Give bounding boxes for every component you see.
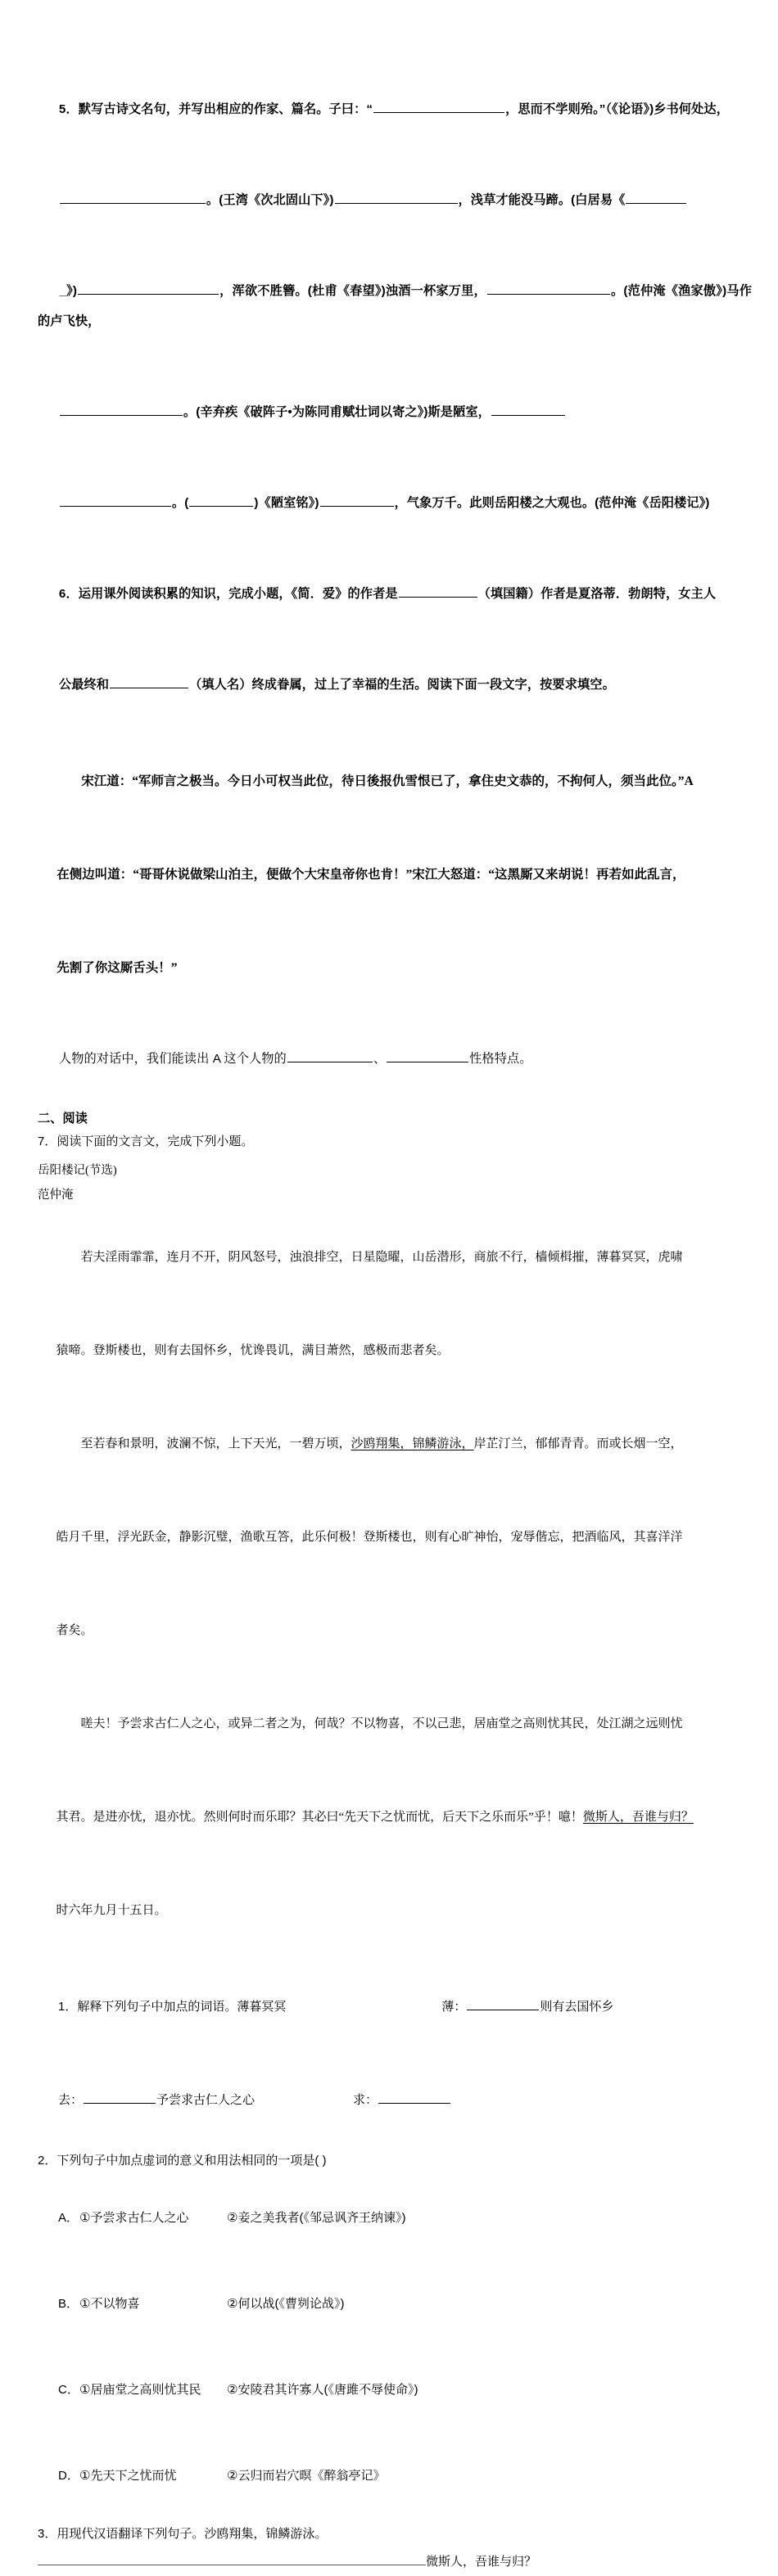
page-content: [38, 64, 752, 2576]
question-5-line3: [38, 246, 752, 367]
q6-line2-a: 公最终和: [58, 678, 110, 692]
passage-text: 嗟夫！予尝求古仁人之心，或异二者之为，何哉？不以物喜，不以己悲，居庙堂之高则忧其民，处江湖之远则忧: [80, 1717, 683, 1730]
q5-seg-b: ，思而不学则殆。”（《论语》)乡书何处达，: [505, 102, 729, 116]
section-heading-reading: 二、阅读: [38, 1112, 88, 1126]
option-label: C．: [58, 2383, 79, 2397]
blank-field[interactable]: [399, 584, 477, 598]
blank-field[interactable]: [487, 282, 610, 295]
passage-text: 在侧边叫道：“哥哥休说做梁山泊主，便做个大宋皇帝你也肯！”宋江大怒道：“这黑厮又来胡说！再若如此乱言，: [57, 868, 685, 882]
option-part-1: ①先天下之忧而忧: [79, 2469, 177, 2483]
question-6-line2: [38, 639, 752, 730]
blank-field[interactable]: [320, 494, 394, 507]
sub-question-1-line2: [38, 2054, 752, 2147]
question-5: [38, 64, 752, 155]
blank-field[interactable]: [335, 191, 458, 204]
blank-field[interactable]: [189, 494, 253, 507]
q5-seg-i: 。(: [171, 496, 189, 510]
underlined-phrase: 微斯人，吾谁与归？: [582, 1811, 694, 1824]
q7-stem: 阅读下面的文言文，完成下列小题。: [57, 1135, 254, 1148]
blank-field[interactable]: [60, 494, 171, 507]
q5-seg-k: ，气象万千。此则岳阳楼之大观也。(范仲淹《岳阳楼记》): [394, 496, 710, 510]
sub2-number: 2．: [38, 2154, 57, 2168]
sub-question-3: [38, 2520, 752, 2548]
passage-text: 岸芷汀兰，郁郁青青。而或长烟一空，: [473, 1437, 683, 1450]
q5-stem: 默写古诗文名句，并写出相应的作家、篇名。子曰：“: [78, 102, 373, 116]
option-part-1: ①予尝求古仁人之心: [79, 2211, 189, 2225]
q5-seg-g-head: 。(范仲淹《渔家傲》)马作的卢飞快，: [38, 284, 752, 328]
passage-text: 至若春和景明，波澜不惊，上下天光，一碧万顷，: [80, 1437, 351, 1450]
q5-seg-j: )《陋室铭》): [254, 496, 319, 510]
answer-blank[interactable]: [38, 2553, 426, 2565]
blank-field[interactable]: [378, 2091, 450, 2104]
q5-seg-h: 。(辛弃疾《破阵子•为陈同甫赋壮词以寄之》)斯是陋室，: [183, 405, 491, 419]
question-5-line2: [38, 155, 752, 246]
question-7: [38, 1130, 752, 1153]
passage-text: 宋江道：“军师言之极当。今日小可权当此位，待日後报仇雪恨已了，拿住史文恭的，不拘何人，须当此位。”A: [81, 774, 694, 788]
blank-field[interactable]: [491, 403, 565, 416]
q6-ask-b: 、: [373, 1052, 387, 1066]
sub3-number: 3．: [38, 2527, 57, 2541]
passage-text: 先割了你这厮舌头！”: [57, 961, 178, 975]
blank-field[interactable]: [467, 1997, 539, 2010]
option-part-2: ②妾之美我者(《邹忌讽齐王纳谏》): [227, 2211, 406, 2225]
option-label: B．: [58, 2297, 79, 2311]
q5-seg-c: 。(王湾《次北固山下》): [206, 193, 334, 207]
q6-passage-line-3: [38, 922, 752, 1015]
blank-field[interactable]: [78, 282, 219, 295]
sub1-number: 1．: [58, 2000, 78, 2014]
underlined-phrase: 沙鸥翔集，锦鳞游泳，: [351, 1437, 474, 1450]
q6-number: 6．: [58, 587, 79, 601]
sub2-stem: 下列句子中加点虚词的意义和用法相同的一项是( ): [57, 2154, 327, 2168]
option-part-1: ①居庙堂之高则忧其民: [79, 2383, 201, 2397]
q5-number: 5．: [58, 102, 79, 116]
q7-para2-line3: [38, 1584, 752, 1677]
option-row[interactable]: [38, 2261, 752, 2347]
passage-text: 时六年九月十五日。: [56, 1904, 167, 1917]
q5-seg-f: ，浑欲不胜簪。(杜甫《春望》)浊酒一杯家万里，: [219, 284, 486, 298]
option-part-2: ②何以战(《曹刿论战》): [227, 2297, 345, 2311]
passage-text: 猿啼。登斯楼也，则有去国怀乡，忧谗畏讥，满目萧然，感极而悲者矣。: [56, 1344, 450, 1357]
option-label: D．: [58, 2469, 79, 2483]
question-6: [38, 548, 752, 639]
q7-para1-line1: [38, 1211, 752, 1304]
q6-fill-prompt: [38, 1015, 752, 1103]
q7-para2-line1: [38, 1397, 752, 1491]
q7-number: 7．: [38, 1135, 57, 1148]
sub1-label-qiu: 求：: [353, 2093, 378, 2107]
blank-field[interactable]: [60, 403, 183, 416]
q5-seg-d: ，浅草才能没马蹄。(白居易《: [458, 193, 626, 207]
sub1-stem: 解释下列句子中加点的词语。薄暮冥冥: [77, 2000, 287, 2014]
q6-passage-line-1: [38, 735, 752, 828]
blank-field[interactable]: [84, 2091, 156, 2104]
sub1-after-bao: 则有去国怀乡: [540, 2000, 614, 2014]
sub-question-3-answer-line: [38, 2548, 752, 2576]
q7-para1-line2: [38, 1304, 752, 1397]
q7-para3-line3: [38, 1864, 752, 1957]
q6-line1-b: （填国籍）作者是夏洛蒂．勃朗特，女主人: [477, 587, 717, 601]
option-part-2: ②安陵君其许寡人(《唐雎不辱使命》): [227, 2383, 418, 2397]
option-label: A．: [58, 2211, 79, 2225]
sub3-stem: 用现代汉语翻译下列句子。沙鸥翔集，锦鳞游泳。: [57, 2527, 328, 2541]
q6-ask-c: 性格特点。: [469, 1052, 532, 1066]
sub1-after-qu: 予尝求古仁人之心: [156, 2093, 256, 2107]
question-5-line5: [38, 458, 752, 548]
option-part-1: ①不以物喜: [79, 2297, 140, 2311]
question-5-line4: [38, 367, 752, 458]
sub-question-1: [38, 1960, 752, 2054]
passage-author: 范仲淹: [38, 1189, 74, 1202]
sub1-label-qu: 去：: [58, 2093, 84, 2107]
sub-question-2: [38, 2147, 752, 2175]
sub1-label-bao: 薄：: [441, 2000, 467, 2014]
q6-line2-b: （填人名）终成眷属，过上了幸福的生活。阅读下面一段文字，按要求填空。: [189, 678, 615, 692]
sub3-answer-tail: 微斯人，吾谁与归？: [426, 2555, 537, 2569]
q6-line1-a: 运用课外阅读积累的知识，完成小题，《简．爱》的作者是: [78, 587, 398, 601]
q5-seg-e: _》): [59, 284, 78, 298]
blank-field[interactable]: [60, 191, 206, 204]
q7-para2-line2: [38, 1491, 752, 1584]
passage-text: 若夫淫雨霏霏，连月不开，阴风怒号，浊浪排空，日星隐曜，山岳潜形，商旅不行，樯倾楫摧，薄暮冥冥，虎啸: [80, 1251, 683, 1264]
q7-para3-line2: [38, 1771, 752, 1864]
q6-passage-line-2: [38, 828, 752, 922]
q6-ask-a: 人物的对话中，我们能读出 A 这个人物的: [58, 1052, 287, 1066]
blank-field[interactable]: [110, 675, 188, 688]
passage-text: 其君。是进亦忧，退亦忧。然则何时而乐耶？其必曰“先天下之忧而忧，后天下之乐而乐”乎！噫！: [56, 1811, 583, 1824]
passage-text: 皓月千里，浮光跃金，静影沉璧，渔歌互答，此乐何极！登斯楼也，则有心旷神怡，宠辱偕忘，把酒临风，其喜洋洋: [56, 1531, 683, 1544]
blank-field[interactable]: [387, 1049, 468, 1062]
option-row[interactable]: [38, 2175, 752, 2261]
option-part-2: ②云归而岩穴暝《醉翁亭记》: [227, 2469, 386, 2483]
option-row[interactable]: [38, 2433, 752, 2519]
q7-para3-line1: [38, 1677, 752, 1771]
blank-field[interactable]: [626, 191, 686, 204]
passage-title: 岳阳楼记(节选): [38, 1164, 117, 1177]
option-row[interactable]: [38, 2347, 752, 2433]
blank-field[interactable]: [373, 100, 504, 113]
blank-field[interactable]: [287, 1049, 373, 1062]
passage-text: 者矣。: [56, 1624, 93, 1637]
